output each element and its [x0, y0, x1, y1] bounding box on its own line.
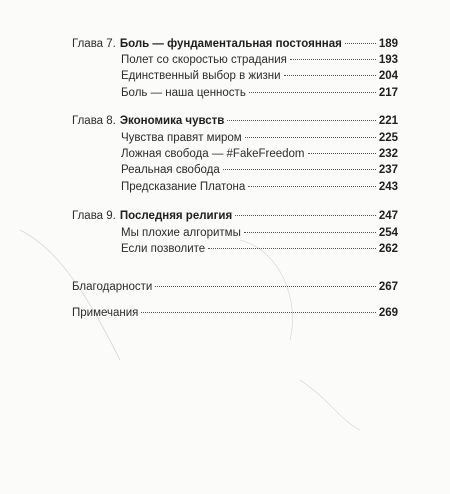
- chapter-title: Экономика чувств: [119, 115, 225, 127]
- section-title: Полет со скоростью страдания: [121, 54, 287, 66]
- toc-acknowledgements[interactable]: [72, 280, 398, 294]
- toc-section[interactable]: [121, 69, 398, 83]
- toc-section[interactable]: [121, 86, 398, 100]
- dot-leader: [244, 232, 376, 233]
- section-title: Мы плохие алгоритмы: [121, 227, 241, 239]
- page-number: 204: [378, 70, 398, 82]
- toc-chapter-9[interactable]: [72, 209, 398, 223]
- dot-leader: [155, 286, 376, 287]
- dot-leader: [284, 75, 376, 76]
- dot-leader: [208, 248, 376, 249]
- toc-section[interactable]: [121, 180, 398, 194]
- section-title: Ложная свобода — #FakeFreedom: [121, 148, 305, 160]
- section-title: Чувства правят миром: [121, 132, 242, 144]
- page-number: 247: [378, 210, 398, 222]
- page-number: 237: [378, 164, 398, 176]
- page-number: 217: [378, 87, 398, 99]
- chapter-title: Последняя религия: [119, 210, 233, 222]
- toc-section[interactable]: [121, 131, 398, 145]
- section-title: Если позволите: [121, 243, 206, 255]
- dot-leader: [223, 169, 376, 170]
- dot-leader: [345, 43, 376, 44]
- section-title: Боль — наша ценность: [121, 87, 246, 99]
- toc-chapter-7[interactable]: [72, 37, 398, 51]
- toc-notes[interactable]: [72, 306, 398, 320]
- backmatter-title: Благодарности: [72, 281, 153, 293]
- dot-leader: [141, 312, 375, 313]
- toc-section[interactable]: [121, 242, 398, 256]
- toc-section[interactable]: [121, 226, 398, 240]
- dot-leader: [290, 59, 376, 60]
- toc-section[interactable]: [121, 147, 398, 161]
- page-number: 267: [378, 281, 398, 293]
- dot-leader: [227, 120, 375, 121]
- chapter-number: Глава 7.: [72, 38, 116, 50]
- toc-chapter-8[interactable]: [72, 114, 398, 128]
- section-title: Реальная свобода: [121, 164, 220, 176]
- page-number: 189: [378, 38, 398, 50]
- toc-section[interactable]: [121, 53, 398, 67]
- page-number: 232: [378, 148, 398, 160]
- page-number: 254: [378, 227, 398, 239]
- page-number: 269: [378, 307, 398, 319]
- dot-leader: [245, 137, 376, 138]
- chapter-title: Боль — фундаментальная постоянная: [119, 38, 342, 50]
- page-number: 193: [378, 54, 398, 66]
- dot-leader: [249, 92, 376, 93]
- page-number: 262: [378, 243, 398, 255]
- dot-leader: [235, 215, 376, 216]
- page-number: 243: [378, 181, 398, 193]
- chapter-number: Глава 8.: [72, 115, 116, 127]
- page-number: 225: [378, 132, 398, 144]
- backmatter-title: Примечания: [72, 307, 139, 319]
- dot-leader: [308, 153, 376, 154]
- dot-leader: [248, 186, 376, 187]
- page-number: 221: [378, 115, 398, 127]
- toc-section[interactable]: [121, 163, 398, 177]
- chapter-number: Глава 9.: [72, 210, 116, 222]
- section-title: Предсказание Платона: [121, 181, 246, 193]
- section-title: Единственный выбор в жизни: [121, 70, 281, 82]
